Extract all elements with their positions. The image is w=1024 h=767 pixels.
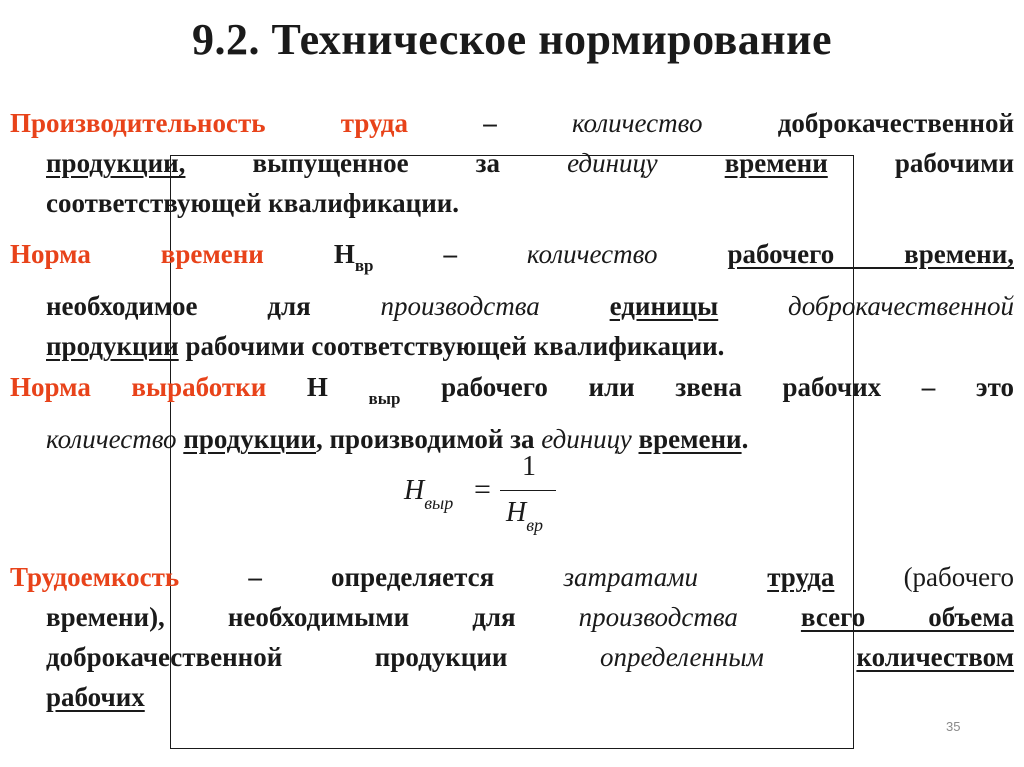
page-number: 35 bbox=[946, 719, 961, 734]
productivity-line-1 bbox=[10, 103, 1014, 143]
productivity-word-time: времени bbox=[724, 148, 828, 178]
productivity-line-2 bbox=[10, 143, 1014, 183]
formula-numerator: 1 bbox=[522, 451, 536, 482]
time-norm-word-production: производства bbox=[380, 291, 540, 321]
time-norm-word-products: продукции bbox=[46, 331, 179, 361]
productivity-paragraph bbox=[10, 103, 1014, 223]
labor-intensity-line-4 bbox=[10, 677, 1014, 717]
labor-intensity-word-production: производства bbox=[578, 602, 738, 632]
labor-intensity-word-certain: определенным bbox=[600, 642, 764, 672]
output-norm-word-worker: рабочего или звена рабочих – это bbox=[441, 372, 1014, 402]
productivity-word-qualification: соответствующей квалификации. bbox=[46, 188, 460, 218]
time-norm-line-1 bbox=[10, 234, 1014, 286]
labor-intensity-word-worktime: (рабочего bbox=[903, 562, 1015, 592]
productivity-dash: – bbox=[483, 108, 497, 138]
time-norm-word-necessary: необходимое для bbox=[46, 291, 311, 321]
productivity-word-workers: рабочими bbox=[894, 148, 1015, 178]
output-norm-word-quantity: количество bbox=[46, 424, 177, 454]
output-norm-line-1 bbox=[10, 367, 1014, 419]
labor-intensity-paragraph bbox=[10, 557, 1014, 717]
time-norm-word-workers: рабочими соответствующей квалификации. bbox=[185, 331, 725, 361]
output-norm-line-2 bbox=[10, 419, 1014, 459]
labor-intensity-term: Трудоемкость bbox=[10, 562, 180, 592]
slide-title: 9.2. Техническое нормирование bbox=[191, 15, 833, 64]
time-norm-word-quality: доброкачественной bbox=[788, 291, 1015, 321]
output-norm-paragraph bbox=[10, 367, 1014, 459]
formula-denominator: $Н_{вр}$ bbox=[506, 497, 544, 535]
productivity-line-3 bbox=[10, 183, 1014, 223]
labor-intensity-word-quality-products: доброкачественной продукции bbox=[46, 642, 508, 672]
formula-equals: = bbox=[474, 473, 491, 506]
output-norm-term: Норма выработки bbox=[10, 372, 267, 402]
productivity-word-unit: единицу bbox=[567, 148, 658, 178]
time-norm-dash: – bbox=[443, 239, 457, 269]
labor-intensity-line-1 bbox=[10, 557, 1014, 597]
output-norm-word-products: продукции bbox=[183, 424, 316, 454]
labor-intensity-word-costs: затратами bbox=[563, 562, 699, 592]
time-norm-line-3 bbox=[10, 326, 1014, 366]
labor-intensity-word-volume: всего объема bbox=[800, 602, 1014, 632]
time-norm-symbol: $Н_{вр}$ bbox=[333, 239, 374, 275]
formula-lhs: $Н_{выр}$ bbox=[404, 475, 454, 513]
time-norm-line-2 bbox=[10, 286, 1014, 326]
labor-intensity-word-defined: – определяется bbox=[248, 562, 495, 592]
time-norm-term: Норма времени bbox=[10, 239, 264, 269]
productivity-word-products: продукции, bbox=[46, 148, 186, 178]
labor-intensity-line-3 bbox=[10, 637, 1014, 677]
time-norm-word-work-time: рабочего времени, bbox=[727, 239, 1014, 269]
productivity-word-quality: доброкачественной bbox=[777, 108, 1014, 138]
output-norm-word-time: времени bbox=[638, 424, 742, 454]
productivity-word-produced: выпущенное за bbox=[252, 148, 501, 178]
labor-intensity-word-quantity: количеством bbox=[856, 642, 1015, 672]
labor-intensity-line-2 bbox=[10, 597, 1014, 637]
output-norm-period: . bbox=[741, 424, 749, 454]
formula-fraction-bar bbox=[500, 490, 556, 491]
output-norm-word-produced: , производимой за bbox=[316, 424, 535, 454]
time-norm-word-unit: единицы bbox=[609, 291, 719, 321]
output-norm-symbol: Н $_{выр}$ bbox=[306, 372, 401, 408]
output-norm-formula bbox=[400, 451, 600, 545]
labor-intensity-word-necessary: времени), необходимыми для bbox=[46, 602, 516, 632]
time-norm-word-quantity: количество bbox=[526, 239, 658, 269]
labor-intensity-word-labor: труда bbox=[767, 562, 835, 592]
productivity-term: Производительность труда bbox=[10, 108, 408, 138]
time-norm-paragraph bbox=[10, 234, 1014, 366]
productivity-word-quantity: количество bbox=[571, 108, 703, 138]
output-norm-word-unit: единицу bbox=[541, 424, 632, 454]
labor-intensity-word-workers: рабочих bbox=[46, 682, 145, 712]
